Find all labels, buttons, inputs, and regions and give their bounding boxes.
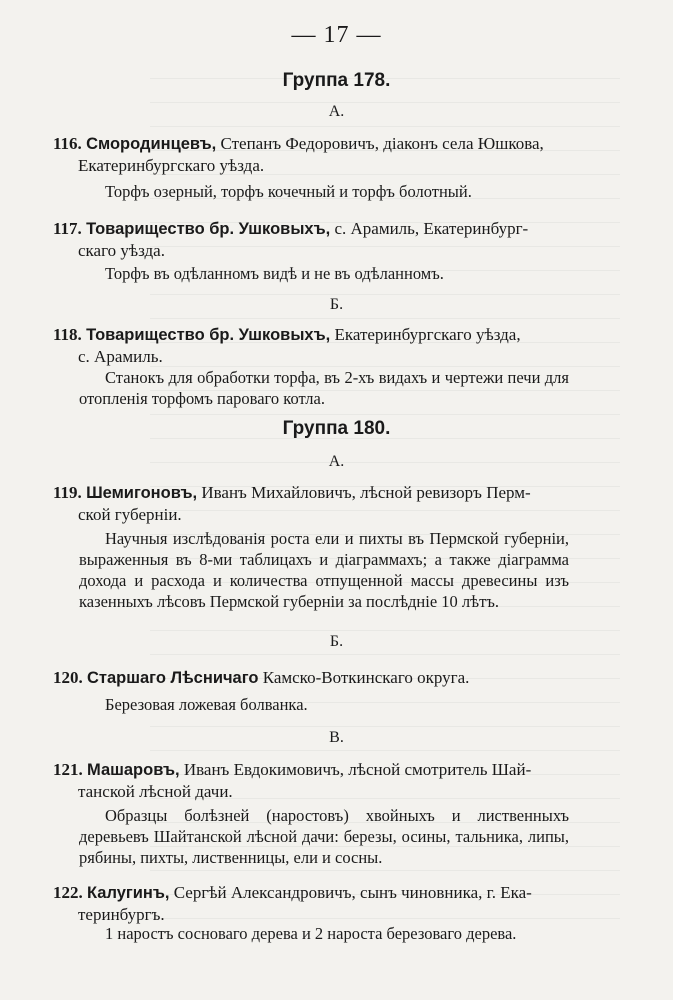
entry-number: 116. bbox=[53, 134, 82, 153]
exhibitor-name: Калугинъ, bbox=[87, 884, 170, 902]
exhibitor-details-cont: с. Арамиль. bbox=[78, 347, 163, 366]
exhibitor-details: с. Арамиль, Екатеринбург- bbox=[330, 219, 529, 238]
section-letter: Б. bbox=[329, 633, 344, 650]
page-number: — 17 — bbox=[291, 22, 382, 48]
exhibitor-details-cont: ской губерніи. bbox=[78, 505, 182, 524]
exhibitor-details: Иванъ Михайловичъ, лѣсной ревизоръ Перм- bbox=[197, 483, 531, 502]
exhibit-description: Станокъ для обработки торфа, въ 2-хъ видахъ и чертежи печи для отопленія торфомъ пароваго котла. bbox=[79, 368, 569, 408]
entry-118 bbox=[53, 324, 568, 367]
exhibit-description: Торфъ въ одѣланномъ видѣ и не въ одѣланномъ. bbox=[105, 264, 444, 283]
entry-116 bbox=[53, 133, 568, 176]
entry-number: 119. bbox=[53, 483, 82, 502]
entry-number: 121. bbox=[53, 760, 83, 779]
section-letter: Б. bbox=[329, 296, 344, 313]
entry-number: 120. bbox=[53, 668, 83, 687]
exhibit-description: Научныя изслѣдованія роста ели и пихты въ Пермской губерніи, выраженныя въ 8-ми таблицахъ и діаграммахъ; а также діаграмма дохода и расхода и количества отпущенной массы древесины изъ казенныхъ лѣсовъ Пермской губерніи за послѣдніе 10 лѣтъ. bbox=[79, 529, 569, 611]
exhibit-description: Образцы болѣзней (наростовъ) хвойныхъ и лиственныхъ деревьевъ Шайтанской лѣсной дачи: березы, осины, тальника, липы, рябины, пихты, лиственницы, ели и сосны. bbox=[79, 806, 569, 867]
exhibitor-details-cont: теринбургъ. bbox=[78, 905, 165, 924]
exhibitor-name: Товарищество бр. Ушковыхъ, bbox=[86, 220, 331, 238]
exhibit-description: Березовая ложевая болванка. bbox=[105, 695, 308, 714]
exhibitor-details: Иванъ Евдокимовичъ, лѣсной смотритель Шай- bbox=[179, 760, 532, 779]
exhibit-description: Торфъ озерный, торфъ кочечный и торфъ болотный. bbox=[105, 182, 472, 201]
entry-120 bbox=[53, 667, 568, 689]
entry-122 bbox=[53, 882, 568, 925]
exhibitor-name: Машаровъ, bbox=[87, 761, 180, 779]
exhibitor-details: Камско-Воткинскаго округа. bbox=[258, 668, 470, 687]
group-title-178: Группа 178. bbox=[282, 70, 391, 91]
section-letter: А. bbox=[328, 453, 345, 470]
group-title-180: Группа 180. bbox=[282, 418, 391, 439]
exhibitor-name: Товарищество бр. Ушковыхъ, bbox=[86, 326, 331, 344]
exhibitor-details: Екатеринбургскаго уѣзда, bbox=[330, 325, 521, 344]
entry-number: 118. bbox=[53, 325, 82, 344]
entry-119 bbox=[53, 482, 568, 525]
exhibitor-details: Сергѣй Александровичъ, сынъ чиновника, г. Ека- bbox=[169, 883, 532, 902]
exhibit-description: 1 наростъ сосноваго дерева и 2 нароста березоваго дерева. bbox=[105, 924, 517, 943]
section-letter: В. bbox=[329, 729, 344, 746]
exhibitor-details-cont: скаго уѣзда. bbox=[78, 241, 165, 260]
exhibitor-details: Степанъ Федоровичъ, діаконъ села Юшкова, bbox=[216, 134, 544, 153]
entry-121 bbox=[53, 759, 568, 802]
exhibitor-name: Смородинцевъ, bbox=[86, 135, 217, 153]
section-letter: А. bbox=[328, 103, 345, 120]
exhibitor-name: Шемигоновъ, bbox=[86, 484, 198, 502]
exhibitor-details-cont: танской лѣсной дачи. bbox=[78, 782, 233, 801]
exhibitor-name: Старшаго Лѣсничаго bbox=[87, 669, 259, 687]
entry-117 bbox=[53, 218, 568, 261]
entry-number: 117. bbox=[53, 219, 82, 238]
exhibitor-details-cont: Екатеринбургскаго уѣзда. bbox=[78, 156, 265, 175]
entry-number: 122. bbox=[53, 883, 83, 902]
